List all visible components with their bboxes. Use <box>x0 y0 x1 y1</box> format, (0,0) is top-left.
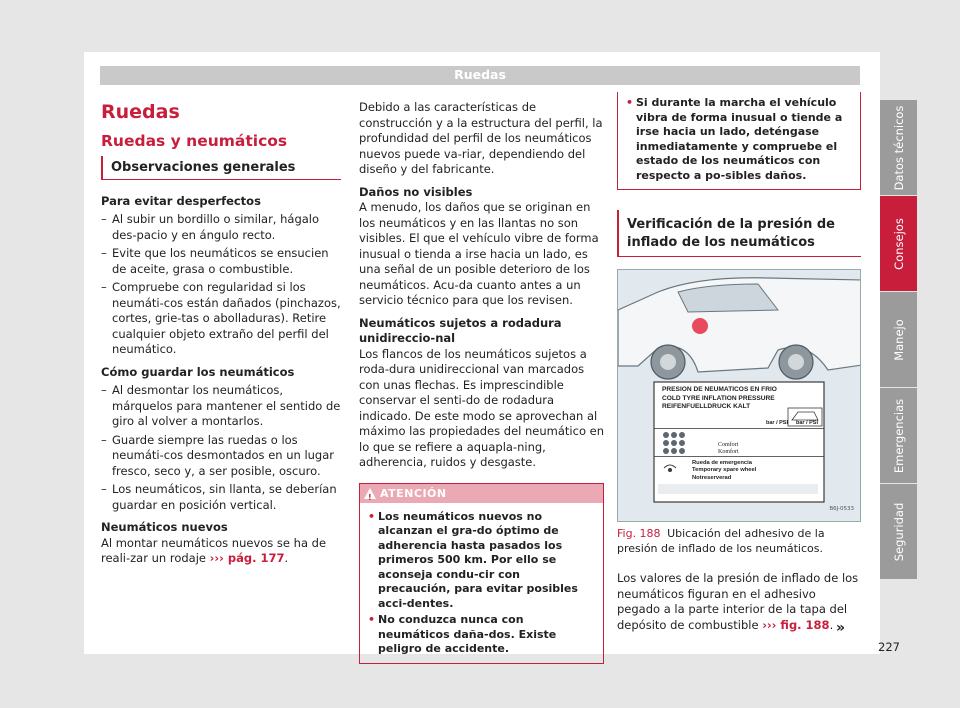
column-2 <box>359 100 604 664</box>
tab-label: Emergencias <box>891 398 906 473</box>
tab-consejos[interactable] <box>880 196 917 291</box>
chapter-title: Ruedas <box>101 101 180 123</box>
continued-marker: » <box>836 620 846 636</box>
tab-emergencias[interactable] <box>880 388 917 483</box>
tab-seguridad[interactable] <box>880 484 917 579</box>
running-header <box>100 66 860 85</box>
tab-label: Seguridad <box>891 502 906 561</box>
warning-box <box>359 483 604 664</box>
warning-triangle-icon <box>364 488 376 502</box>
paragraph-end: . <box>829 617 834 632</box>
warning-body <box>360 503 603 663</box>
heading-new-tyres: Neumáticos nuevos <box>101 520 228 534</box>
paragraph-text: Los valores de la presión de inflado de los neumáticos figuran en el adhesivo pegado a la parte interior de la tapa del depósito de combustible <box>617 571 859 632</box>
paragraph-hidden-damage: A menudo, los daños que se originan en los neumáticos y en las llantas no son visibles. El que el vehículo vibre de forma inusual o tienda a irse hacia un lado, es una señal de un posible deterioro de los neumáticos. Acu-da cuanto antes a un servicio técnico para que los revisen. <box>359 200 599 307</box>
heading-store-tyres: Cómo guardar los neumáticos <box>101 364 295 379</box>
tab-manejo[interactable] <box>880 292 917 387</box>
tab-label: Manejo <box>891 318 906 361</box>
paragraph-text: Al montar neumáticos nuevos se ha de reali-zar un rodaje <box>101 535 327 565</box>
tab-label: Consejos <box>891 217 906 270</box>
list-item: – Guarde siempre las ruedas o los neumáti-cos desmontados en un lugar fresco, seco y, a ser posible, oscuro. <box>101 433 341 480</box>
label-unit: bar / PSI <box>766 420 789 426</box>
figure-number: Fig. 188 <box>617 527 661 540</box>
tab-label: Datos técnicos <box>891 105 906 190</box>
warning-item: • Si durante la marcha el vehículo vibra de forma inusual o tiende a irse hacia un lado, deténgase inmediatamente y compruebe el estado de los neumáticos con respecto a po-sibles daños. <box>626 96 852 183</box>
figure-caption <box>617 527 861 556</box>
list-item: – Compruebe con regularidad si los neumáti-cos están dañados (pinchazos, cortes, grie-tas o abolladuras). Retire cualquier objeto extraño del perfil del neumático. <box>101 280 341 358</box>
label-comfort: Komfort <box>718 449 739 455</box>
page-number: 227 <box>878 640 900 654</box>
paragraph-directional-tyres: Los flancos de los neumáticos sujetos a roda-dura unidireccional van marcados con unas flechas. Es imprescindible conservar el senti-do de rodadura indicado. De este modo se aprovechan al máximo las propiedades del neumático en lo que se refiere a aquapla-ning, adherencia, ruidos y desgaste. <box>359 346 604 469</box>
label-line: COLD TYRE INFLATION PRESSURE <box>662 394 775 402</box>
warning-label: ATENCIÓN <box>380 486 447 500</box>
running-header-title: Ruedas <box>454 67 506 82</box>
label-comfort: Comfort <box>718 442 739 448</box>
label-spare: Temporary spare wheel <box>692 467 757 474</box>
heading-directional-tyres: Neumáticos sujetos a rodadura unidireccio-nal <box>359 315 562 345</box>
warning-box-continued <box>617 92 861 190</box>
subsection-title: Observaciones generales <box>101 156 341 180</box>
figure-pressure-label <box>617 269 861 522</box>
warning-item: • Los neumáticos nuevos no alcanzan el gra-do óptimo de adherencia hasta pasados los primeros 500 km. Por ello se aconseja condu-cir con precaución, para evitar posibles acci-dentes. <box>368 510 595 612</box>
paragraph-new-tyres <box>101 536 341 567</box>
warning-header <box>360 484 603 503</box>
column-3 <box>617 96 861 633</box>
list-item: – Evite que los neumáticos se ensucien de aceite, grasa o combustible. <box>101 246 341 277</box>
heading-hidden-damage: Daños no visibles <box>359 184 473 199</box>
tab-datos-tecnicos[interactable] <box>880 100 917 195</box>
label-line: PRESION DE NEUMATICOS EN FRIO <box>662 386 777 393</box>
page-reference-link[interactable]: ››› pág. 177 <box>209 551 285 565</box>
paragraph-end: . <box>284 551 289 565</box>
warning-icon-glyph: ! <box>368 492 372 502</box>
list-item: – Al subir un bordillo o similar, hágalo des-pacio y en ángulo recto. <box>101 212 341 243</box>
paragraph-tread-depth: Debido a las características de construcción y a la estructura del perfil, la profundidad del perfil de los neumáticos nuevos puede va-riar, dependiendo del diseño y del fabricante. <box>359 100 603 176</box>
column-1 <box>101 100 341 567</box>
warning-item: • No conduzca nunca con neumáticos daña-dos. Existe peligro de accidente. <box>368 613 595 657</box>
figure-code: B6J-0533 <box>829 505 854 512</box>
heading-avoid-damage: Para evitar desperfectos <box>101 193 261 208</box>
list-item: – Los neumáticos, sin llanta, se deberían guardar en posición vertical. <box>101 482 341 513</box>
list-item: – Al desmontar los neumáticos, márquelos para mantener el sentido de giro al volver a montarlos. <box>101 383 341 430</box>
label-spare: Rueda de emergencia <box>692 460 752 466</box>
subsection-title-pressure: Verificación de la presión de inflado de los neumáticos <box>617 210 861 257</box>
figure-reference-link[interactable]: ››› fig. 188 <box>762 617 830 632</box>
label-spare: Notreserverad <box>692 474 732 481</box>
side-tabs <box>880 100 917 580</box>
figure-caption-text: Ubicación del adhesivo de la presión de inflado de los neumáticos. <box>617 527 825 555</box>
section-title: Ruedas y neumáticos <box>101 132 288 150</box>
label-line: REIFENFUELLDRUCK KALT <box>662 403 751 410</box>
paragraph-pressure <box>617 571 861 633</box>
label-unit: bar / PSI <box>796 420 819 426</box>
